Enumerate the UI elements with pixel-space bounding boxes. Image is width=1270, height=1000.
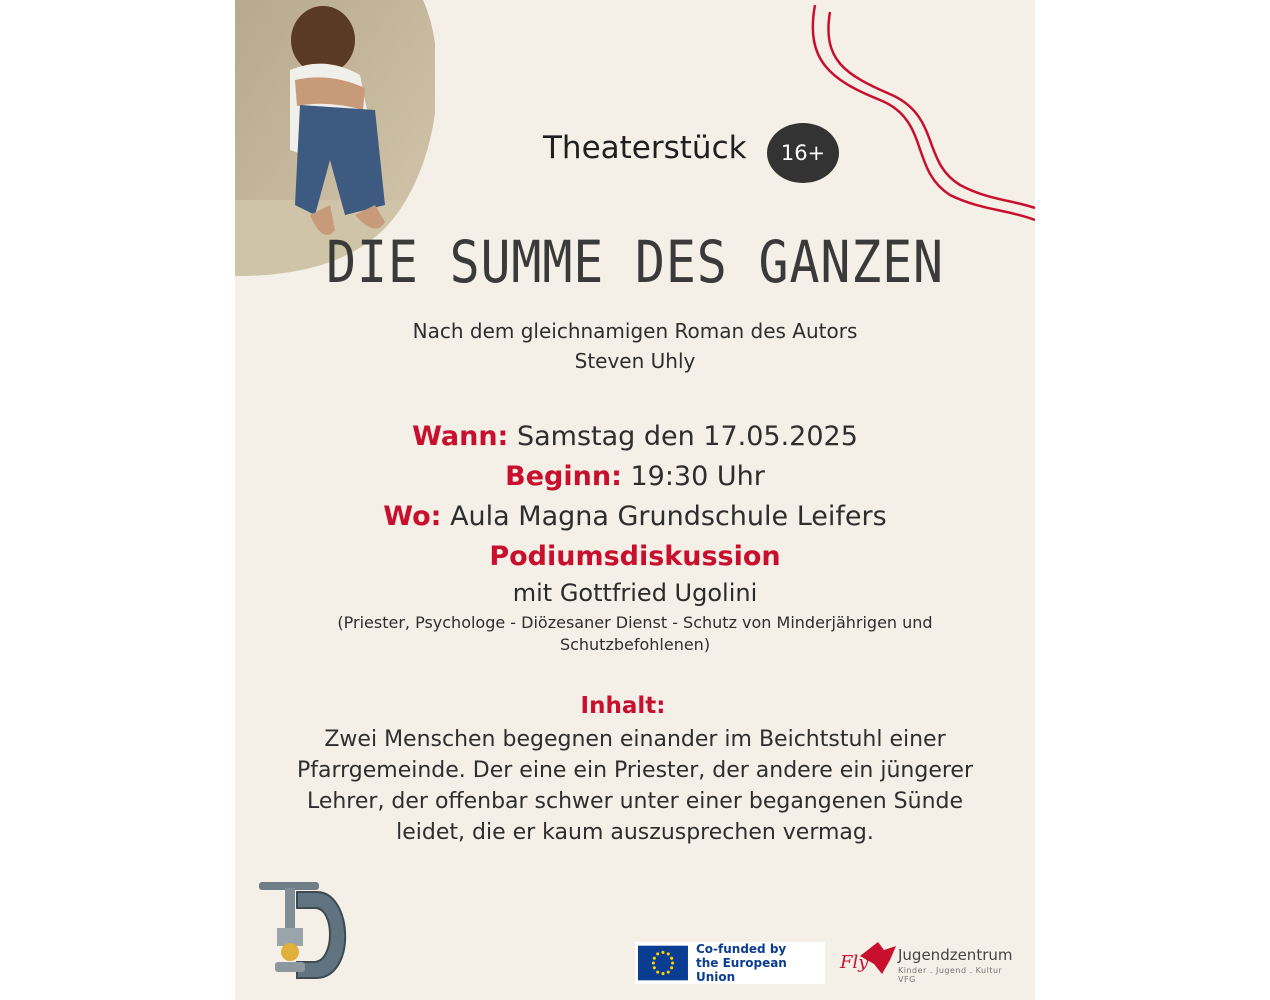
start-row: [235, 457, 1035, 497]
eu-flag-icon: [638, 945, 688, 981]
fly-tagline: Kinder . Jugend . Kultur VFG: [898, 966, 1003, 984]
when-row: [235, 417, 1035, 457]
subtitle-line-1: Nach dem gleichnamigen Roman des Autors: [412, 319, 858, 343]
when-value: Samstag den 17.05.2025: [516, 421, 858, 452]
where-label: Wo:: [383, 501, 442, 532]
discussion-note-line-2: Schutzbefohlenen): [559, 635, 711, 654]
content-heading: Inhalt:: [580, 693, 666, 719]
eu-text-line-1: Co-funded by: [695, 942, 787, 956]
content-text: [235, 724, 1035, 848]
start-label: Beginn:: [505, 461, 622, 492]
content-line: Pfarrgemeinde. Der eine ein Priester, der andere ein jüngerer: [296, 758, 974, 783]
fly-mark-text: Fly: [840, 952, 869, 973]
decorative-lines: [800, 0, 1035, 230]
discussion-guest: mit Gottfried Ugolini: [512, 579, 758, 607]
event-title: DIE SUMME DES GANZEN: [326, 228, 944, 296]
discussion-note-line-1: (Priester, Psychologe - Diözesaner Dienst - Schutz von Minderjährigen und: [337, 613, 933, 632]
where-row: [235, 497, 1035, 537]
content-line: Zwei Menschen begegnen einander im Beichtstuhl einer: [324, 727, 946, 752]
where-value: Aula Magna Grundschule Leifers: [450, 501, 887, 532]
start-value: 19:30 Uhr: [630, 461, 765, 492]
eu-cofunded-logo: [635, 942, 825, 984]
clamp-logo: [257, 878, 357, 986]
fly-bat-icon: [838, 938, 898, 980]
content-line: Lehrer, der offenbar schwer unter einer begangenen Sünde: [306, 789, 964, 814]
discussion-heading: Podiumsdiskussion: [489, 541, 781, 572]
subtitle-line-2: Steven Uhly: [574, 349, 696, 373]
age-rating-badge: 16+: [767, 123, 839, 183]
when-label: Wann:: [412, 421, 509, 452]
fly-name: Jugendzentrum: [898, 946, 1013, 964]
category-label: Theaterstück: [543, 130, 747, 166]
content-line: leidet, die er kaum auszusprechen vermag.: [396, 820, 874, 845]
fly-jugendzentrum-logo: [838, 938, 1023, 982]
poster: [235, 0, 1035, 1000]
eu-text-line-2: the European Union: [695, 956, 787, 984]
